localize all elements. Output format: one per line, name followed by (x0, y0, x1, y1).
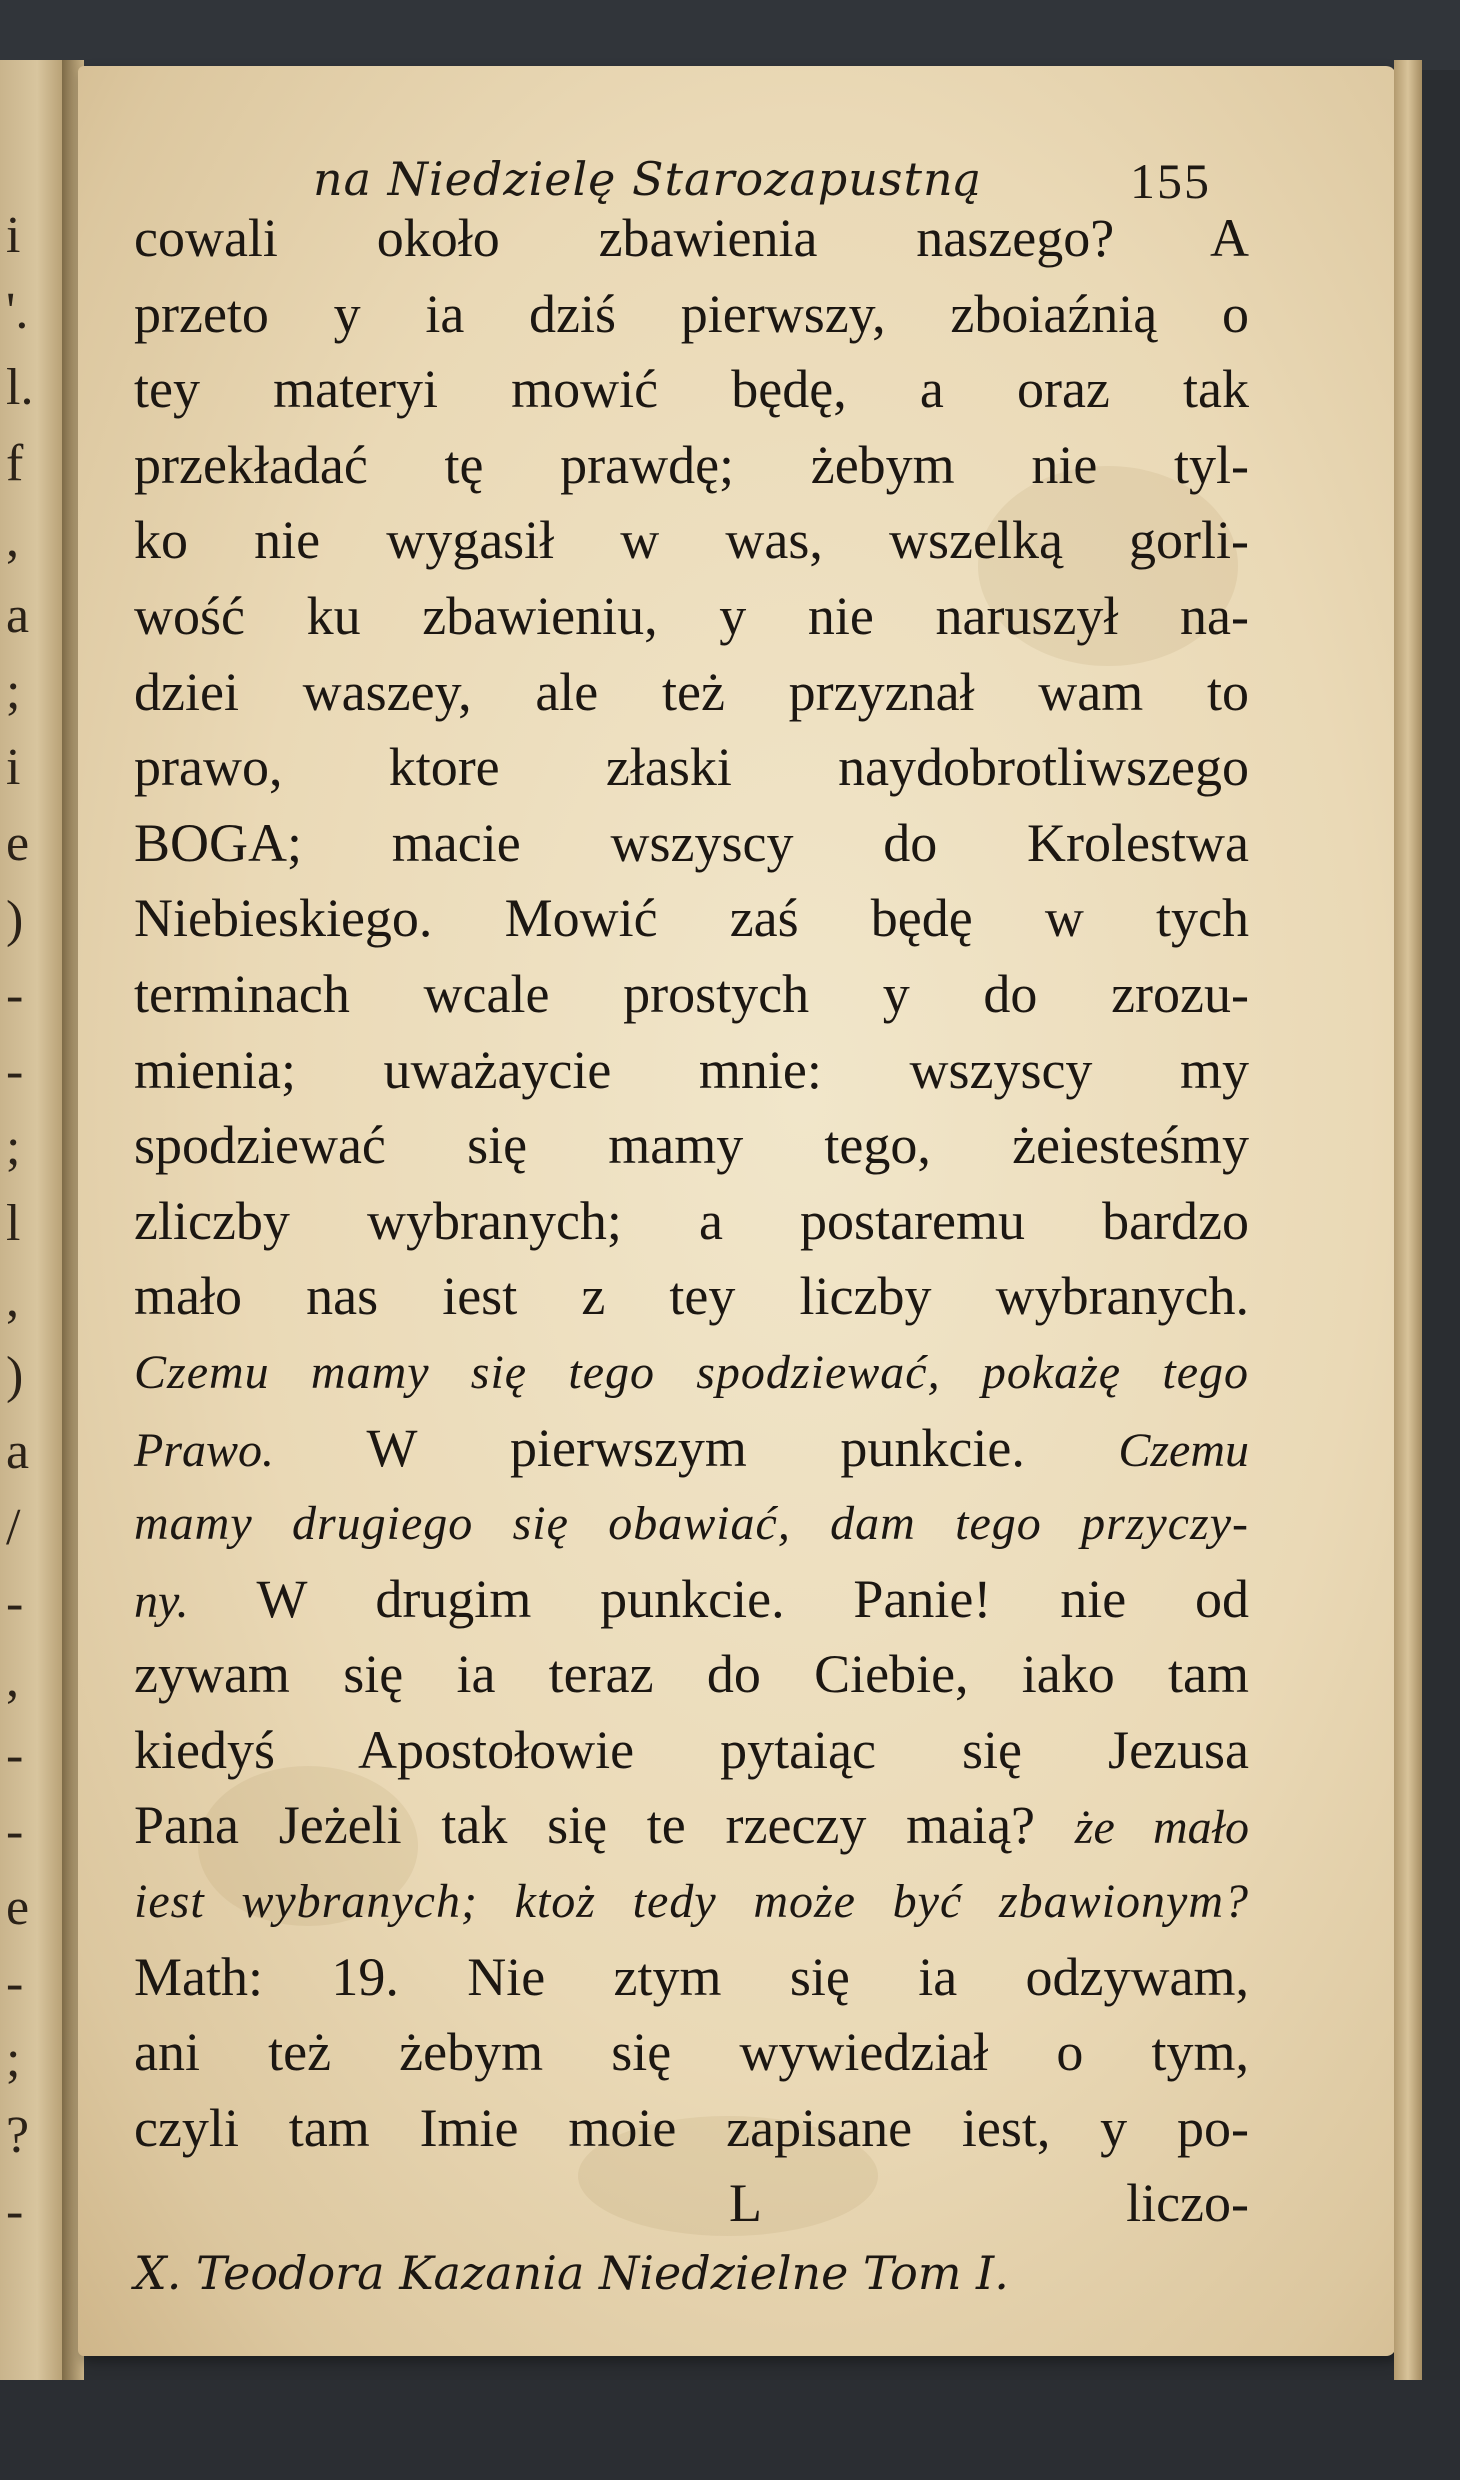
text-line (134, 1562, 1249, 1638)
text-line: cowali około zbawienia naszego? A (134, 208, 1249, 268)
text-line: zywam się ia teraz do Ciebie, iako tam (134, 1644, 1249, 1705)
text-line: prawo, ktore złaski naydobrotliwszego (134, 737, 1249, 798)
running-head: na Niedzielę Starozapustną (313, 152, 983, 206)
text-line: mamy drugiego się obawiać, dam tego przyczy- (134, 1497, 1249, 1551)
facing-page-glyph: - (6, 1727, 24, 1784)
facing-page-glyph: - (6, 1043, 24, 1100)
italic-segment: Prawo. (134, 1423, 275, 1477)
facing-page-glyph: '. (6, 283, 29, 340)
facing-page-glyph: f (6, 435, 24, 492)
facing-page-glyph: ; (6, 2031, 21, 2088)
facing-page-glyph: a (6, 587, 30, 644)
catchword: liczo- (1126, 2173, 1249, 2234)
text-line (134, 1411, 1249, 1487)
italic-segment: Czemu (1118, 1423, 1249, 1477)
roman-segment: W pierwszym punkcie. (274, 1417, 1119, 1478)
text-line: spodziewać się mamy tego, żeiesteśmy (134, 1115, 1249, 1176)
text-line: Czemu mamy się tego spodziewać, pokażę tego (134, 1345, 1249, 1399)
facing-page-edge (0, 60, 64, 2380)
facing-page-glyph: a (6, 1423, 30, 1480)
text-line: przekładać tę prawdę; żebym nie tyl- (134, 434, 1249, 495)
facing-page-glyph: l. (6, 359, 34, 416)
facing-page-glyph: - (6, 967, 24, 1024)
page-edge-right (1394, 60, 1422, 2380)
text-line: mienia; uważaycie mnie: wszyscy my (134, 1039, 1249, 1100)
facing-page-glyph: , (6, 1271, 19, 1328)
book-page (78, 66, 1396, 2356)
facing-page-glyph: , (6, 1651, 19, 1708)
text-line: BOGA; macie wszyscy do Krolestwa (134, 812, 1249, 873)
text-line: ko nie wygasił w was, wszelką gorli- (134, 510, 1249, 571)
body-text (134, 201, 1249, 2242)
facing-page-glyph: - (6, 1803, 24, 1860)
facing-page-glyph: ) (6, 891, 24, 948)
text-line: terminach wcale prostych y do zrozu- (134, 963, 1249, 1024)
facing-page-glyph: - (6, 1955, 24, 2012)
facing-page-glyph: ; (6, 663, 21, 720)
text-line: iest wybranych; ktoż tedy może być zbawionym? (134, 1875, 1249, 1929)
facing-page-glyph: l (6, 1195, 21, 1252)
roman-segment: Pana Jeżeli tak się te rzeczy maią? (134, 1795, 1075, 1856)
signature-mark: L (729, 2173, 762, 2234)
italic-segment: ny. (134, 1574, 189, 1628)
facing-page-glyph: - (6, 1575, 24, 1632)
text-line: zliczby wybranych; a postaremu bardzo (134, 1190, 1249, 1251)
scanner-background-top (0, 0, 1460, 70)
text-line: przeto y ia dziś pierwszy, zboiaźnią o (134, 283, 1249, 344)
text-line: Niebieskiego. Mowić zaś będę w tych (134, 888, 1249, 949)
text-line: tey materyi mowić będę, a oraz tak (134, 359, 1249, 420)
text-line: kiedyś Apostołowie pytaiąc się Jezusa (134, 1719, 1249, 1780)
italic-segment: że mało (1074, 1801, 1249, 1855)
facing-page-glyph: i (6, 207, 21, 264)
facing-page-glyph: , (6, 511, 19, 568)
facing-page-glyph: e (6, 815, 30, 872)
roman-segment: W drugim punkcie. Panie! nie od (188, 1568, 1249, 1629)
text-line: czyli tam Imie moie zapisane iest, y po- (134, 2097, 1249, 2158)
facing-page-glyph: / (6, 1499, 21, 1556)
text-line: Math: 19. Nie ztym się ia odzywam, (134, 1946, 1249, 2007)
facing-page-glyph: e (6, 1879, 30, 1936)
facing-page-fragments (0, 60, 62, 2380)
text-line: ani też żebym się wywiedział o tym, (134, 2022, 1249, 2083)
imprint-footer: X. Teodora Kazania Niedzielne Tom I. (134, 2246, 1009, 2300)
text-line: wość ku zbawieniu, y nie naruszył na- (134, 585, 1249, 646)
facing-page-glyph: i (6, 739, 21, 796)
facing-page-glyph: - (6, 2183, 24, 2240)
text-line: mało nas iest z tey liczby wybranych. (134, 1266, 1249, 1327)
page-number: 155 (1130, 153, 1211, 209)
text-line (134, 1788, 1249, 1864)
text-line: dziei waszey, ale też przyznał wam to (134, 661, 1249, 722)
signature-line (134, 2166, 1249, 2242)
scanner-background-bottom (0, 2380, 1460, 2480)
facing-page-glyph: ? (6, 2107, 30, 2164)
facing-page-glyph: ) (6, 1347, 24, 1404)
facing-page-glyph: ; (6, 1119, 21, 1176)
